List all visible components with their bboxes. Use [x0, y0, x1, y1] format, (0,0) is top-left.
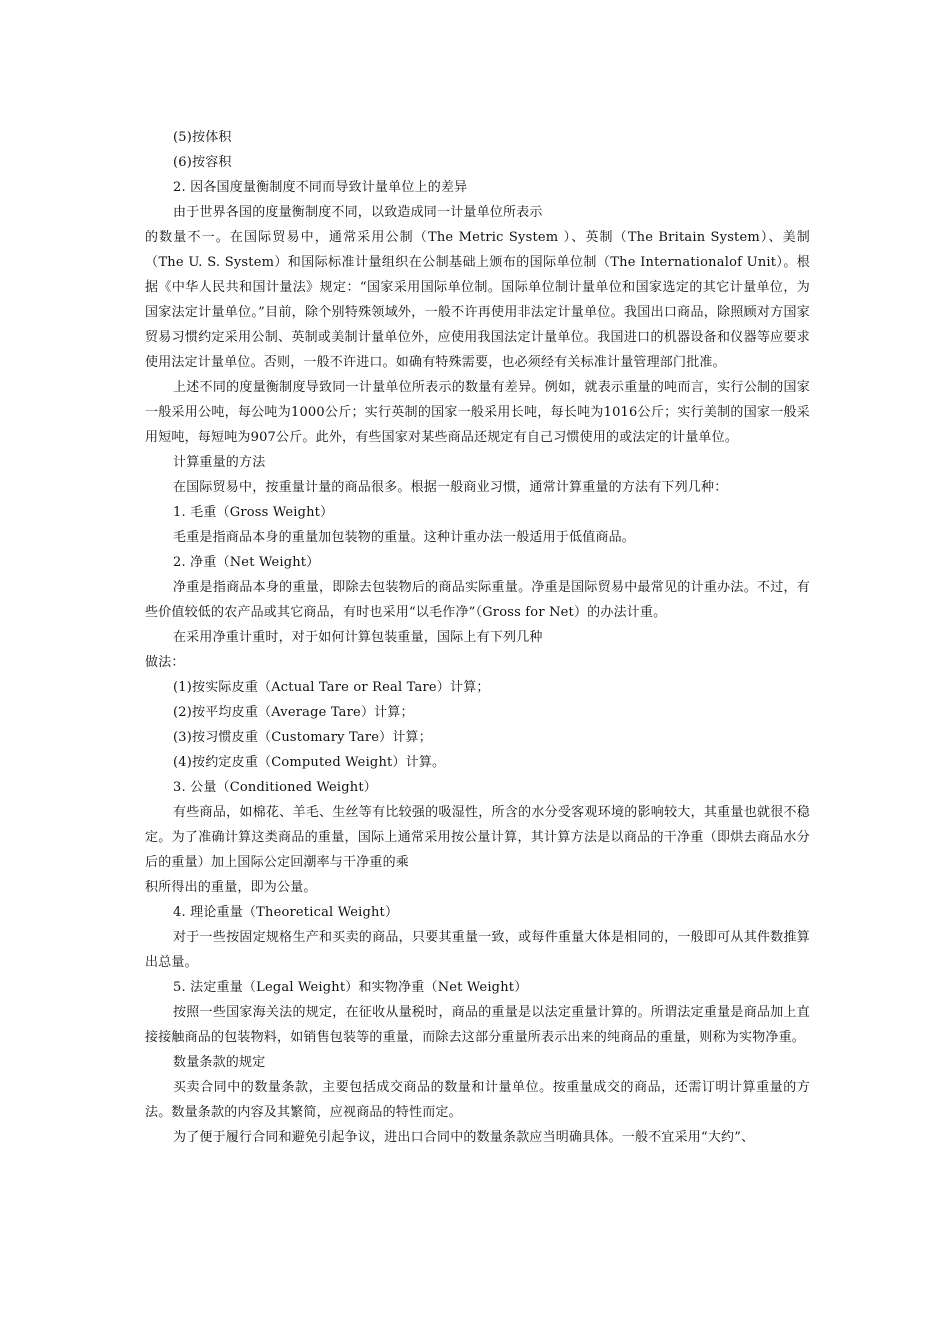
list-item: (1)按实际皮重（Actual Tare or Real Tare）计算； [173, 680, 490, 695]
paragraph: 上述不同的度量衡制度导致同一计量单位所表示的数量有差异。例如，就表示重量的吨而言，实行公制的国家一般采用公吨，每公吨为1000公斤；实行英制的国家一般采用长吨，每长吨为1016公斤；实行美制的国家一般采用短吨，每短吨为907公斤。此外，有些国家对某些商品还规定有自己习惯使用的或法定的计量单位。 [145, 380, 810, 445]
list-item: (2)按平均皮重（Average Tare）计算； [173, 705, 414, 720]
paragraph: (6)按容积 [173, 155, 232, 170]
paragraph: 买卖合同中的数量条款，主要包括成交商品的数量和计量单位。按重量成交的商品，还需订明计算重量的方法。数量条款的内容及其繁简，应视商品的特性而定。 [145, 1080, 810, 1120]
paragraph: (5)按体积 [173, 130, 232, 145]
section-heading: 2. 因各国度量衡制度不同而导致计量单位上的差异 [173, 180, 468, 195]
list-item: (3)按习惯皮重（Customary Tare）计算； [173, 730, 432, 745]
paragraph: 做法： [145, 655, 185, 670]
paragraph: 的数量不一。在国际贸易中，通常采用公制（The Metric System ）、英制（The Britain System）、美制（The U. S. System）和国际标准计量组织在公制基础上颁布的国际单位制（The Internationalof Unit）。根据《中华人民共和国计量法》规定：“国家采用国际单位制。国际单位制计量单位和国家选定的其它计量单位，为国家法定计量单位。”目前，除个别特殊领域外，一般不许再使用非法定计量单位。我国出口商品，除照顾对方国家贸易习惯约定采用公制、英制或美制计量单位外，应使用我国法定计量单位。我国进口的机器设备和仪器等应要求使用法定计量单位。否则，一般不许进口。如确有特殊需要，也必须经有关标准计量管理部门批准。 [145, 230, 810, 370]
list-item: (4)按约定皮重（Computed Weight）计算。 [173, 755, 446, 770]
section-heading: 1. 毛重（Gross Weight） [173, 505, 334, 520]
section-heading: 3. 公量（Conditioned Weight） [173, 780, 377, 795]
paragraph: 为了便于履行合同和避免引起争议，进出口合同中的数量条款应当明确具体。一般不宜采用“大约”、 [173, 1130, 755, 1145]
paragraph: 对于一些按固定规格生产和买卖的商品，只要其重量一致，或每件重量大体是相同的，一般即可从其件数推算出总量。 [145, 930, 810, 970]
document-body [145, 125, 810, 1150]
section-heading: 5. 法定重量（Legal Weight）和实物净重（Net Weight） [173, 980, 528, 995]
section-heading: 计算重量的方法 [173, 455, 266, 470]
paragraph: 净重是指商品本身的重量，即除去包装物后的商品实际重量。净重是国际贸易中最常见的计重办法。不过，有些价值较低的农产品或其它商品，有时也采用“以毛作净”（Gross for Net）的办法计重。 [145, 580, 810, 620]
paragraph: 在采用净重计重时，对于如何计算包装重量，国际上有下列几种 [173, 630, 543, 645]
paragraph: 按照一些国家海关法的规定，在征收从量税时，商品的重量是以法定重量计算的。所谓法定重量是商品加上直接接触商品的包装物料，如销售包装等的重量，而除去这部分重量所表示出来的纯商品的重量，则称为实物净重。 [145, 1005, 810, 1045]
paragraph: 在国际贸易中，按重量计量的商品很多。根据一般商业习惯，通常计算重量的方法有下列几种： [173, 480, 728, 495]
paragraph: 毛重是指商品本身的重量加包装物的重量。这种计重办法一般适用于低值商品。 [173, 530, 636, 545]
paragraph: 积所得出的重量，即为公量。 [145, 880, 317, 895]
section-heading: 数量条款的规定 [173, 1055, 266, 1070]
paragraph: 有些商品，如棉花、羊毛、生丝等有比较强的吸湿性，所含的水分受客观环境的影响较大，其重量也就很不稳定。为了准确计算这类商品的重量，国际上通常采用按公量计算，其计算方法是以商品的干净重（即烘去商品水分后的重量）加上国际公定回潮率与干净重的乘 [145, 805, 810, 870]
paragraph: 由于世界各国的度量衡制度不同，以致造成同一计量单位所表示 [173, 205, 543, 220]
section-heading: 2. 净重（Net Weight） [173, 555, 320, 570]
section-heading: 4. 理论重量（Theoretical Weight） [173, 905, 399, 920]
